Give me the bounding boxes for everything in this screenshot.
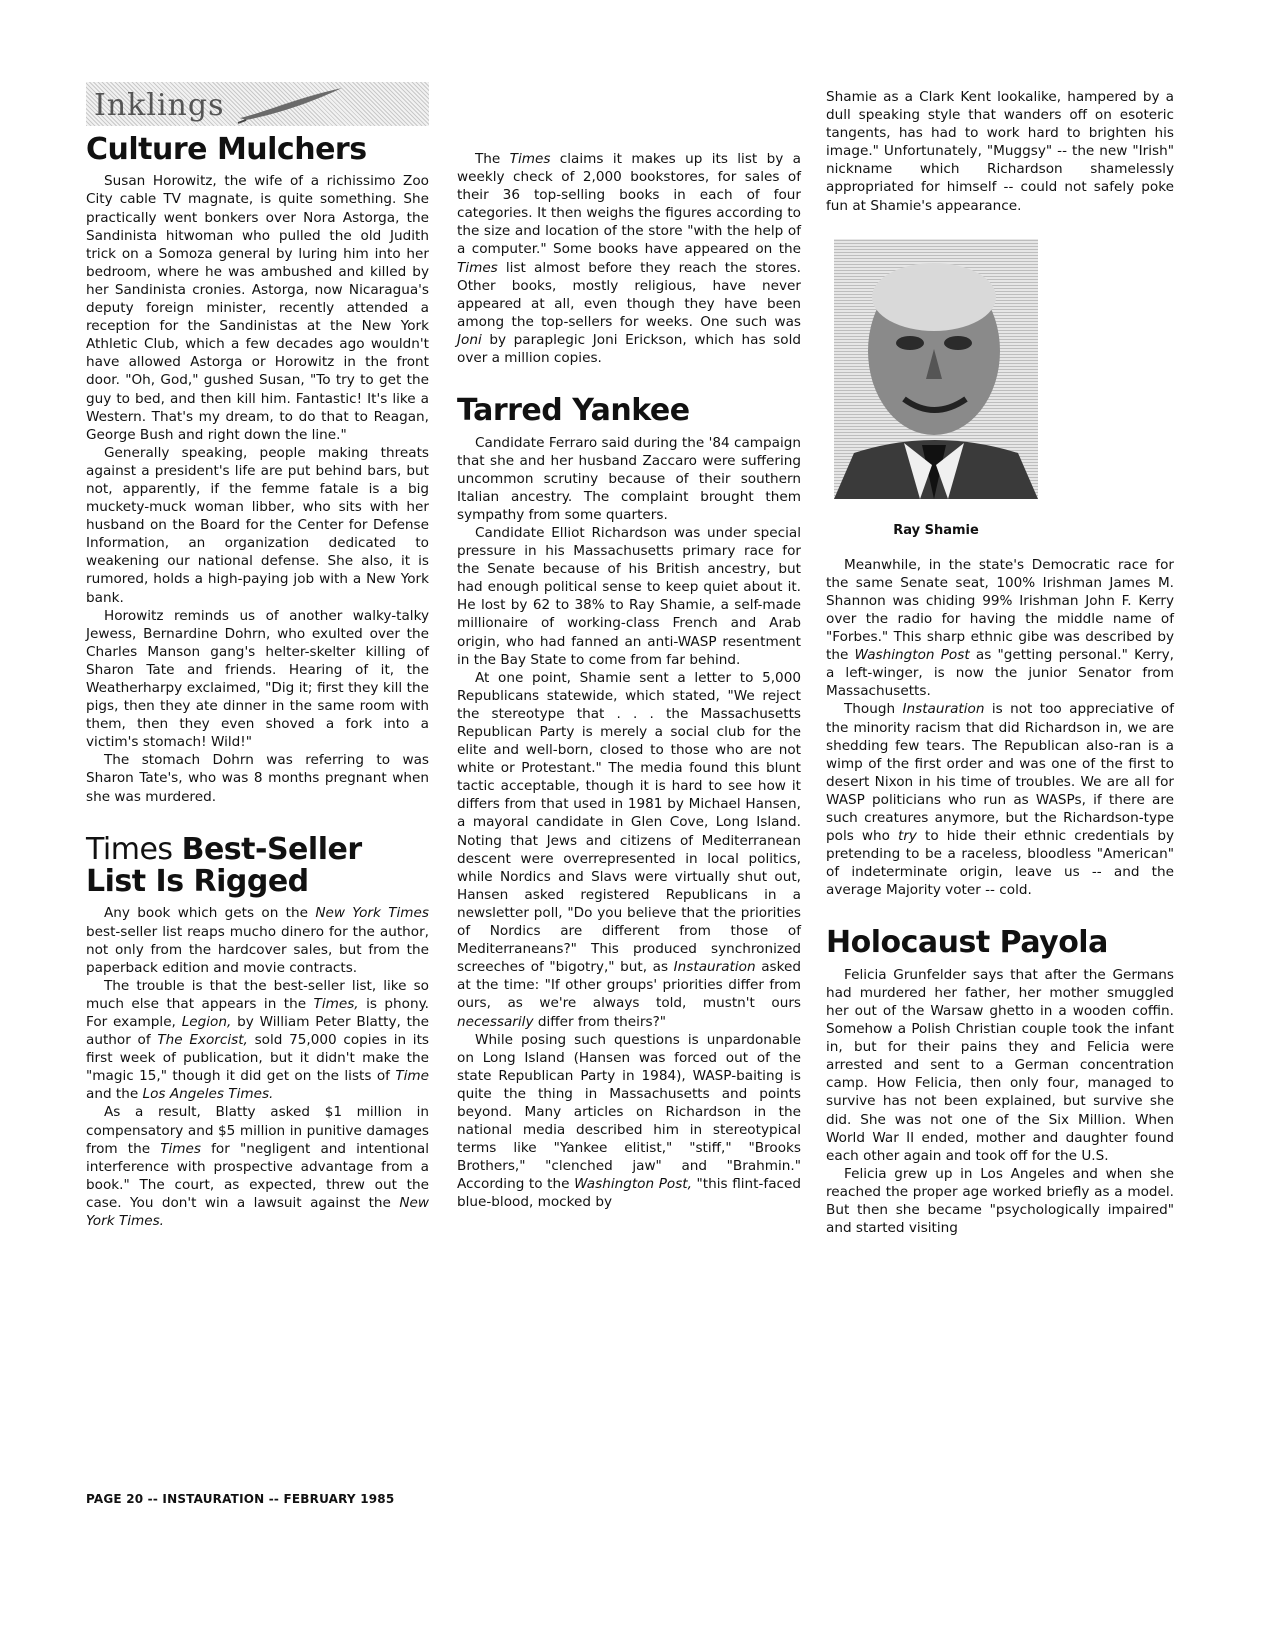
page-footer: PAGE 20 -- INSTAURATION -- FEBRUARY 1985 <box>86 1492 395 1506</box>
yankee-paragraph-2: Candidate Elliot Richardson was under special pressure in his Massachusetts primary race for the Senate because of his British ancestry, but had enough political sense to keep quiet about it. He lost by 62 to 38% to Ray Shamie, a self-made millionaire of working-class French and Arab origin, who had fanned an anti-WASP resentment in the Bay State to come from far behind. <box>457 524 801 668</box>
yankee-paragraph-5: Shamie as a Clark Kent lookalike, hampered by a dull speaking style that wanders off on esoteric tangents, has had to work hard to brighten his image." Unfortunately, "Muggsy" -- the new "Irish" nickname which Richardson shamelessly appropriated for himself -- could not safely poke fun at Shamie's appearance. <box>826 89 1174 214</box>
headline-best-seller <box>86 831 429 900</box>
payola-paragraph-2: Felicia grew up in Los Angeles and when she reached the proper age worked briefly as a model. But then she became "psychologically impaired" and started visiting <box>826 1165 1174 1237</box>
ray-shamie-photo <box>834 239 1038 499</box>
headline-holocaust-payola: Holocaust Payola <box>826 925 1108 961</box>
yankee-paragraph-1: Candidate Ferraro said during the '84 campaign that she and her husband Zaccaro were suffering uncommon scrutiny because of their southern Italian ancestry. The complaint brought them sympathy from some quarters. <box>457 434 801 523</box>
culture-paragraph-1: Susan Horowitz, the wife of a richissimo Zoo City cable TV magnate, is quite something. She practically went bonkers over Nora Astorga, the Sandinista hitwoman who pulled the old Judith trick on a Somoza general by luring him into her bedroom, where he was ambushed and killed by her Sandinista cronies. Astorga, now Nicaragua's deputy foreign minister, recently attended a reception for the Sandinistas at the New York Athletic Club, which a few decades ago wouldn't have allowed Astorga or Horowitz in the front door. "Oh, God," gushed Susan, "To try to get the guy to bed, and then kill him. Fantastic! It's like a Western. That's my dream, to do that to Reagan, George Bush and right down the line." <box>86 173 429 443</box>
yankee-paragraph-7: Though Instauration is not too appreciative of the minority racism that did Richardson in, we are shedding few tears. The Republican also-ran is a wimp of the first order and was one of the first to desert Nixon in his time of troubles. We are all for WASP politicians who run as WASPs, if there are such creatures anymore, but the Richardson-type pols who try to hide their ethnic credentials by pretending to be a raceless, bloodless "American" of indeterminate origin, leave us -- and the average Majority voter -- cold. <box>826 701 1175 899</box>
quill-icon <box>236 84 346 128</box>
yankee-paragraph-3: At one point, Shamie sent a letter to 5,000 Republicans statewide, which stated, "We reject the stereotype that . . . the Massachusetts Republican Party is merely a social club for the elite and well-born, closed to those who are not white or Protestant." The media found this blunt tactic acceptable, though it is hard to see how it differs from that used in 1981 by Michael Hansen, a mayoral candidate in Glen Cove, Long Island. Noting that Jews and citizens of Mediterranean descent were overrepresented in local politics, while Nordics and Slavs were virtually shut out, Hansen asked registered Republicans in a newsletter poll, "Do you believe that the priorities of Nordics are different from those of Mediterraneans?" This produced synchronized screeches of "bigotry," but, as Instauration asked at the time: "If other groups' priorities differ from ours, as we're always told, mustn't ours necessarily differ from theirs?" <box>457 669 801 1030</box>
column-3 <box>826 88 1174 1237</box>
bestseller-paragraph-3: As a result, Blatty asked $1 million in compensatory and $5 million in punitive damages from the Times for "negligent and intentional interference with prospective advantage from a book." The court, as expected, threw out the case. You don't win a lawsuit against the New York Times. <box>86 1104 429 1230</box>
headline-best-seller-light: Times <box>86 831 182 867</box>
yankee-paragraph-4: While posing such questions is unpardonable on Long Island (Hansen was forced out of the state Republican Party in 1984), WASP-baiting is quite the thing in Massachusetts and points beyond. Many articles on Richardson in the national media described him in stereotypical terms like "Yankee elitist," "stiff," "Brooks Brothers," "clenched jaw" and "Brahmin." According to the Washington Post, "this flint-faced blue-blood, mocked by <box>457 1031 801 1211</box>
headline-best-seller-line2: List Is Rigged <box>86 864 309 900</box>
column-1 <box>86 82 429 1230</box>
bestseller-paragraph-2: The trouble is that the best-seller list, like so much else that appears in the Times, is phony. For example, Legion, by William Peter Blatty, the author of The Exorcist, sold 75,000 copies in its first week of publication, but it didn't make the "magic 15," though it did get on the lists of Time and the Los Angeles Times. <box>86 977 430 1103</box>
culture-paragraph-2: Generally speaking, people making threats against a president's life are put behind bars, but not, apparently, if the femme fatale is a big muckety-muck woman libber, who sits with her husband on the Board for the Center for Defense Information, an organization dedicated to weakening our national defense. She also, it is rumored, holds a high-paying job with a New York bank. <box>86 444 429 606</box>
column-2 <box>457 150 801 1212</box>
culture-paragraph-3: Horowitz reminds us of another walky-talky Jewess, Bernardine Dohrn, who exulted over the Charles Manson gang's helter-skelter killing of Sharon Tate and friends. Hearing of it, the Weatherharpy exclaimed, "Dig it; first they kill the pigs, then they ate dinner in the same room with them, then they even shoved a fork into a victim's stomach! Wild!" <box>86 607 429 751</box>
yankee-paragraph-6: Meanwhile, in the state's Democratic race for the same Senate seat, 100% Irishman James M. Shannon was chiding 99% Irishman John F. Kerry over the radio for having the middle name of "Forbes." This sharp ethnic gibe was described by the Washington Post as "getting personal." Kerry, a left-winger, is now the junior Senator from Massachusetts. <box>826 556 1174 700</box>
culture-paragraph-4: The stomach Dohrn was referring to was Sharon Tate's, who was 8 months pregnant when she was murdered. <box>86 752 429 805</box>
headline-tarred-yankee: Tarred Yankee <box>457 393 690 429</box>
headline-best-seller-bold: Best-Seller <box>181 831 362 867</box>
portrait-illustration <box>834 239 1038 499</box>
bestseller-paragraph-4: The Times claims it makes up its list by a weekly check of 2,000 bookstores, for sales of their 36 top-selling books in each of four categories. It then weighs the figures according to the size and location of the store "with the help of a computer." Some books have appeared on the Times list almost before they reach the stores. Other books, mostly religious, have never appeared at all, even though they have been among the top-sellers for weeks. One such was Joni by paraplegic Joni Erickson, which has sold over a million copies. <box>457 151 801 367</box>
payola-paragraph-1: Felicia Grunfelder says that after the Germans had murdered her father, her mother smuggled her out of the Warsaw ghetto in a wooden coffin. Somehow a Polish Christian couple took the infant in, but for their pains they and Felicia were arrested and sent to a German concentration camp. How Felicia, then only four, managed to survive has not been explained, but survive she did. She was not one of the Six Million. When World War II ended, mother and daughter found each other again and took off for the U.S. <box>826 966 1174 1164</box>
photo-caption: Ray Shamie <box>893 522 979 538</box>
headline-culture-mulchers: Culture Mulchers <box>86 132 367 167</box>
bestseller-paragraph-1: Any book which gets on the New York Times best-seller list reaps mucho dinero for the author, not only from the hardcover sales, but from the paperback edition and movie contracts. <box>86 905 429 976</box>
inklings-masthead <box>86 82 429 126</box>
masthead-title: Inklings <box>94 88 225 123</box>
